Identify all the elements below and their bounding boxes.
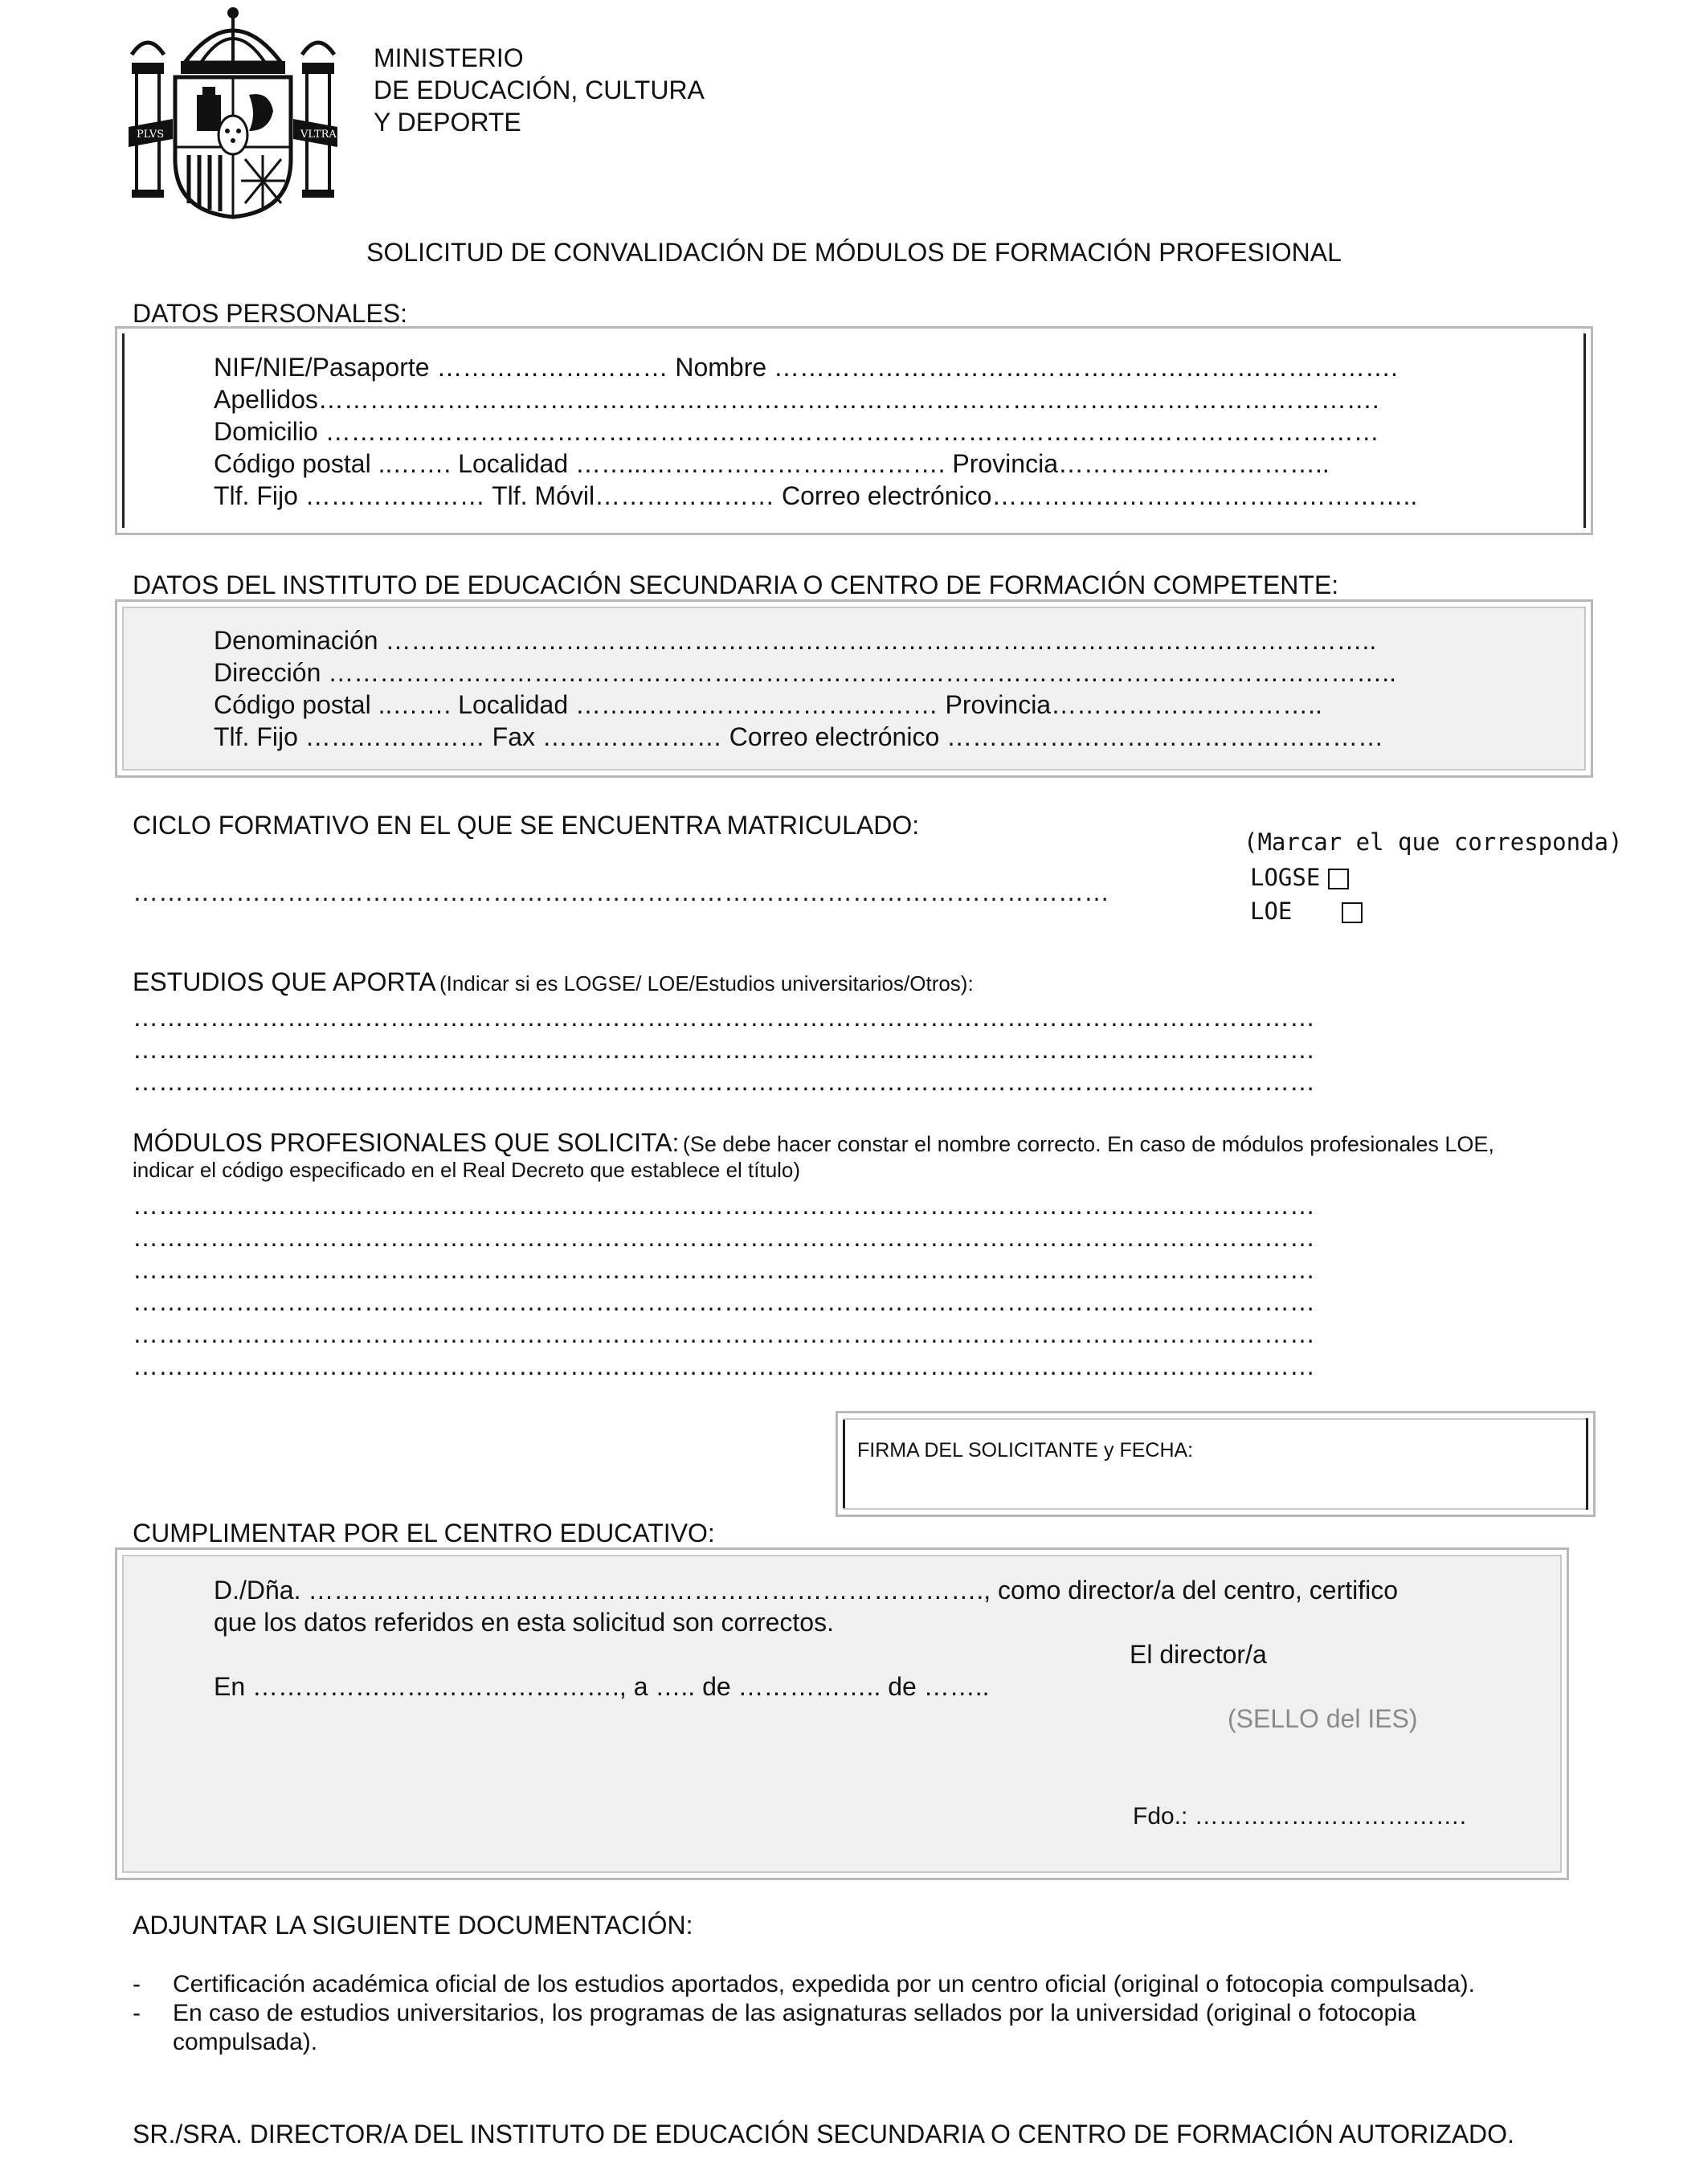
modules-line[interactable]: …………………………………………………………………………………………………………………………: [133, 1255, 1315, 1284]
addressee: SR./SRA. DIRECTOR/A DEL INSTITUTO DE EDUCACIÓN SECUNDARIA O CENTRO DE FORMACIÓN AUTORIZADO.: [133, 2120, 1514, 2149]
option-loe-label: LOE: [1250, 897, 1293, 925]
studies-line[interactable]: …………………………………………………………………………………………………………………………: [133, 1003, 1315, 1032]
form-title: SOLICITUD DE CONVALIDACIÓN DE MÓDULOS DE FORMACIÓN PROFESIONAL: [366, 238, 1342, 267]
ministry-line: Y DEPORTE: [374, 108, 521, 137]
signature-box[interactable]: [836, 1411, 1596, 1517]
centre-director-line[interactable]: D./Dña. ……………………………………………………………………., como director/a del centro, certifico: [214, 1576, 1399, 1605]
centre-date-line[interactable]: En ……………………………………., a ….. de …………….. de ……..: [214, 1672, 990, 1701]
attachment-bullet: -: [133, 2000, 141, 2026]
institute-data-heading: DATOS DEL INSTITUTO DE EDUCACIÓN SECUNDARIA O CENTRO DE FORMACIÓN COMPETENTE:: [133, 570, 1339, 599]
modules-line[interactable]: …………………………………………………………………………………………………………………………: [133, 1351, 1315, 1380]
loe-checkbox[interactable]: [1342, 902, 1363, 923]
modules-line[interactable]: …………………………………………………………………………………………………………………………: [133, 1223, 1315, 1252]
modules-note: (Se debe hacer constar el nombre correcto. En caso de módulos profesionales LOE,: [682, 1132, 1494, 1156]
modules-heading-row: [133, 1126, 1494, 1159]
attachment-bullet: -: [133, 1971, 141, 1997]
institute-row-phone-fax-email[interactable]: Tlf. Fijo ………………… Fax ………………… Correo electrónico ……………………………………………: [214, 722, 1384, 751]
studies-line[interactable]: …………………………………………………………………………………………………………………………: [133, 1035, 1315, 1064]
centre-certify-line: que los datos referidos en esta solicitud son correctos.: [214, 1608, 834, 1637]
modules-line[interactable]: …………………………………………………………………………………………………………………………: [133, 1287, 1315, 1316]
modules-note-line2: indicar el código especificado en el Real Decreto que establece el título): [133, 1158, 801, 1182]
personal-data-box: [115, 326, 1593, 535]
personal-row-phones-email[interactable]: Tlf. Fijo ………………… Tlf. Móvil………………… Correo electrónico…………………………………………..: [214, 481, 1418, 510]
modules-line[interactable]: …………………………………………………………………………………………………………………………: [133, 1191, 1315, 1220]
crest-motto-left: PLVS: [137, 129, 165, 141]
crest-motto-right: VLTRA: [300, 129, 337, 141]
personal-row-address[interactable]: Domicilio ……………………………………………………………………………………………………………: [214, 417, 1379, 446]
studies-heading: ESTUDIOS QUE APORTA: [133, 967, 436, 996]
studies-note: (Indicar si es LOGSE/ LOE/Estudios universitarios/Otros):: [439, 971, 974, 996]
institute-row-postal-locality[interactable]: Código postal ..……. Localidad ……...…………………….……… Provincia…………………………..: [214, 690, 1322, 719]
mark-note: (Marcar el que corresponda): [1244, 828, 1623, 856]
cycle-heading: CICLO FORMATIVO EN EL QUE SE ENCUENTRA MATRICULADO:: [133, 811, 920, 840]
institute-data-box: [115, 599, 1593, 778]
personal-data-heading: DATOS PERSONALES:: [133, 299, 408, 328]
coat-of-arms-icon: [129, 6, 337, 223]
option-logse[interactable]: [1250, 863, 1349, 892]
option-logse-label: LOGSE: [1250, 864, 1321, 891]
attachments-heading: ADJUNTAR LA SIGUIENTE DOCUMENTACIÓN:: [133, 1911, 693, 1940]
institute-row-address[interactable]: Dirección ……………………………………………………………………………………………………………..: [214, 658, 1397, 687]
personal-row-id-name[interactable]: NIF/NIE/Pasaporte ……………………… Nombre ……………………………………………………………….: [214, 353, 1398, 382]
stamp-placeholder: (SELLO del IES): [1228, 1704, 1418, 1733]
institute-row-name[interactable]: Denominación ……………………………………………………………………………………………………..: [214, 626, 1377, 655]
attachment-item: Certificación académica oficial de los estudios aportados, expedida por un centro oficial (original o fotocopia compulsada).: [173, 1971, 1475, 1997]
studies-heading-row: [133, 966, 974, 998]
modules-line[interactable]: …………………………………………………………………………………………………………………………: [133, 1319, 1315, 1348]
ministry-name: [374, 42, 705, 138]
logse-checkbox[interactable]: [1328, 869, 1349, 889]
ministry-line: MINISTERIO: [374, 43, 524, 72]
option-loe[interactable]: [1250, 897, 1363, 926]
ministry-line: DE EDUCACIÓN, CULTURA: [374, 76, 705, 104]
signature-label: FIRMA DEL SOLICITANTE y FECHA:: [857, 1439, 1194, 1462]
centre-signed-line[interactable]: Fdo.: …………………………….: [1133, 1803, 1467, 1830]
attachment-item: En caso de estudios universitarios, los programas de las asignaturas sellados por la universidad (original o fotocopia: [173, 2000, 1416, 2026]
modules-heading: MÓDULOS PROFESIONALES QUE SOLICITA:: [133, 1128, 680, 1157]
personal-row-surnames[interactable]: Apellidos…………………………………………………………………………………………………………….: [214, 385, 1379, 414]
cycle-dotted-line[interactable]: ……………………………………………………………………………………………………: [133, 877, 1109, 906]
centre-box: [115, 1548, 1569, 1880]
centre-heading: CUMPLIMENTAR POR EL CENTRO EDUCATIVO:: [133, 1519, 715, 1548]
personal-row-postal-locality[interactable]: Código postal ..……. Localidad ……...………………….…………. Provincia…………………………..: [214, 449, 1330, 478]
attachment-item-continued: compulsada).: [173, 2029, 318, 2055]
centre-director-label: El director/a: [1130, 1640, 1267, 1669]
studies-line[interactable]: …………………………………………………………………………………………………………………………: [133, 1067, 1315, 1096]
